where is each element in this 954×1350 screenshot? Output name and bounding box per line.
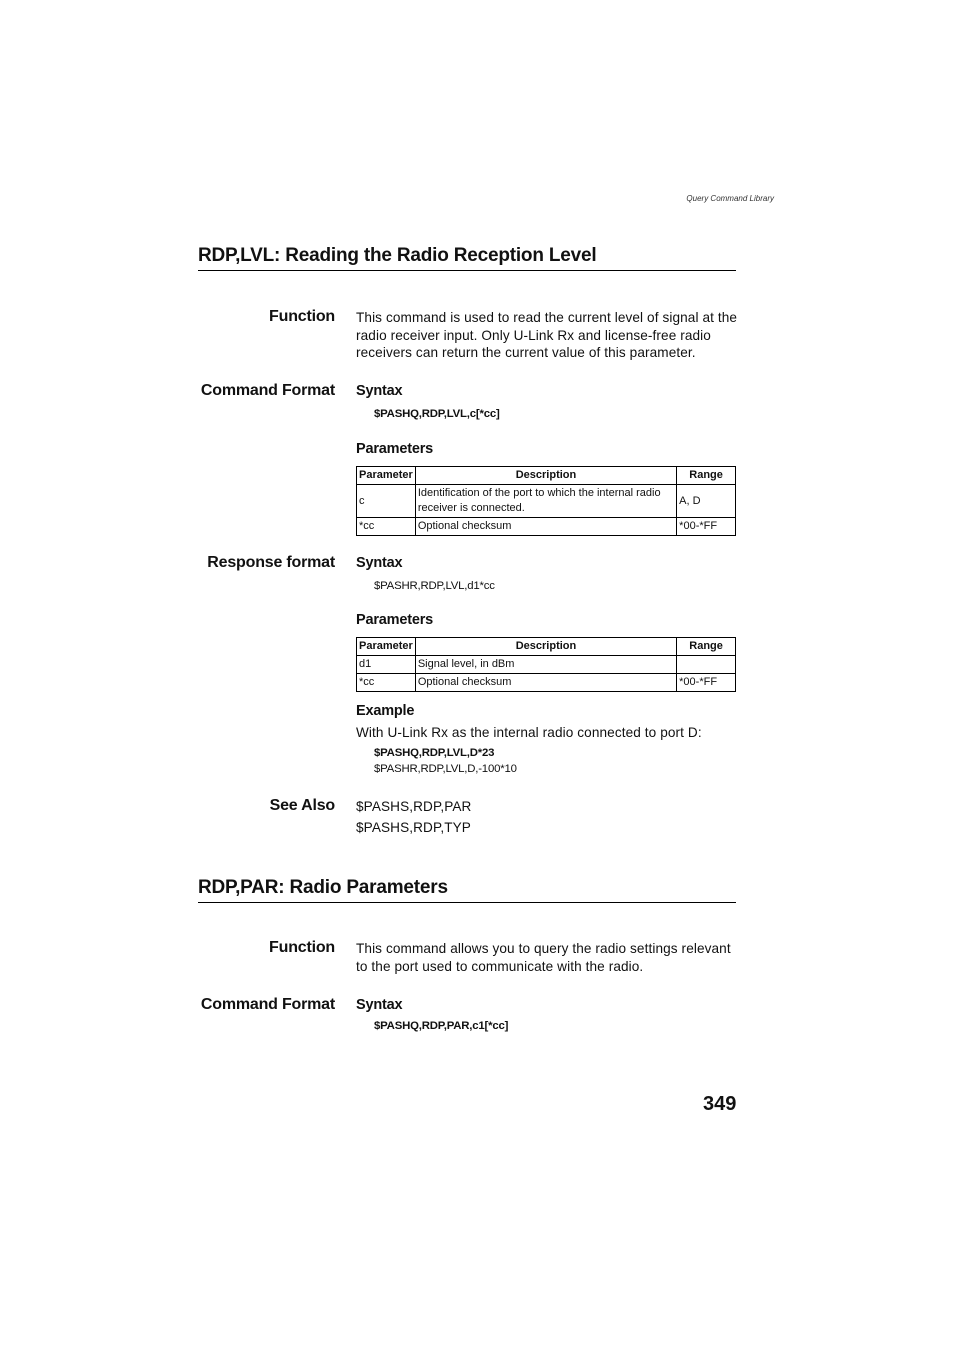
parameters-heading: Parameters <box>356 441 433 457</box>
section-title-rdp-par: RDP,PAR: Radio Parameters <box>198 877 736 903</box>
table-cell: c <box>357 485 416 518</box>
table-header-cell: Range <box>677 467 736 485</box>
example-heading: Example <box>356 703 415 719</box>
response-parameters-heading: Parameters <box>356 612 433 628</box>
table-cell <box>677 656 736 674</box>
table-cell: *00-*FF <box>677 674 736 692</box>
function-text: This command is used to read the current level of signal at the radio receiver input. Only U-Link Rx and license-free radio receivers can return the current value of this parameter. <box>356 310 738 360</box>
table-header-cell: Parameter <box>357 467 416 485</box>
example-response: $PASHR,RDP,LVL,D,-100*10 <box>374 763 517 775</box>
table-header-row <box>357 638 736 656</box>
table-row <box>357 485 736 518</box>
table-cell: *cc <box>357 674 416 692</box>
table-header-cell: Range <box>677 638 736 656</box>
table-cell: Signal level, in dBm <box>415 656 676 674</box>
table-row <box>357 674 736 692</box>
table-header-cell: Description <box>415 467 676 485</box>
syntax-heading: Syntax <box>356 383 403 399</box>
command-format-label: Command Format <box>200 382 335 399</box>
table-cell: A, D <box>677 485 736 518</box>
page-number: 349 <box>703 1093 737 1115</box>
response-syntax-heading: Syntax <box>356 555 403 571</box>
command-syntax: $PASHQ,RDP,PAR,c1[*cc] <box>374 1020 509 1032</box>
command-parameters-table <box>356 466 736 536</box>
table-cell: *cc <box>357 518 416 536</box>
see-also-item: $PASHS,RDP,TYP <box>356 820 471 835</box>
table-header-cell: Parameter <box>357 638 416 656</box>
table-row <box>357 518 736 536</box>
example-text: With U-Link Rx as the internal radio connected to port D: <box>356 725 702 740</box>
response-parameters-table <box>356 637 736 692</box>
table-row <box>357 656 736 674</box>
command-syntax: $PASHQ,RDP,LVL,c[*cc] <box>374 408 500 420</box>
running-header: Query Command Library <box>686 194 774 203</box>
function-text: This command allows you to query the radio settings relevant to the port used to communicate with the radio. <box>356 941 731 974</box>
response-syntax: $PASHR,RDP,LVL,d1*cc <box>374 580 495 592</box>
table-cell: d1 <box>357 656 416 674</box>
table-cell: *00-*FF <box>677 518 736 536</box>
command-format-label: Command Format <box>200 996 335 1013</box>
table-cell: Identification of the port to which the internal radio receiver is connected. <box>415 485 676 518</box>
response-format-label: Response format <box>207 554 335 571</box>
function-label: Function <box>269 939 335 956</box>
table-header-row <box>357 467 736 485</box>
table-cell: Optional checksum <box>415 674 676 692</box>
example-command: $PASHQ,RDP,LVL,D*23 <box>374 747 495 759</box>
see-also-item: $PASHS,RDP,PAR <box>356 799 472 814</box>
function-label: Function <box>269 308 335 325</box>
section-title-rdp-lvl: RDP,LVL: Reading the Radio Reception Level <box>198 245 736 271</box>
table-header-cell: Description <box>415 638 676 656</box>
see-also-label: See Also <box>269 797 335 814</box>
table-cell: Optional checksum <box>415 518 676 536</box>
syntax-heading: Syntax <box>356 997 403 1013</box>
